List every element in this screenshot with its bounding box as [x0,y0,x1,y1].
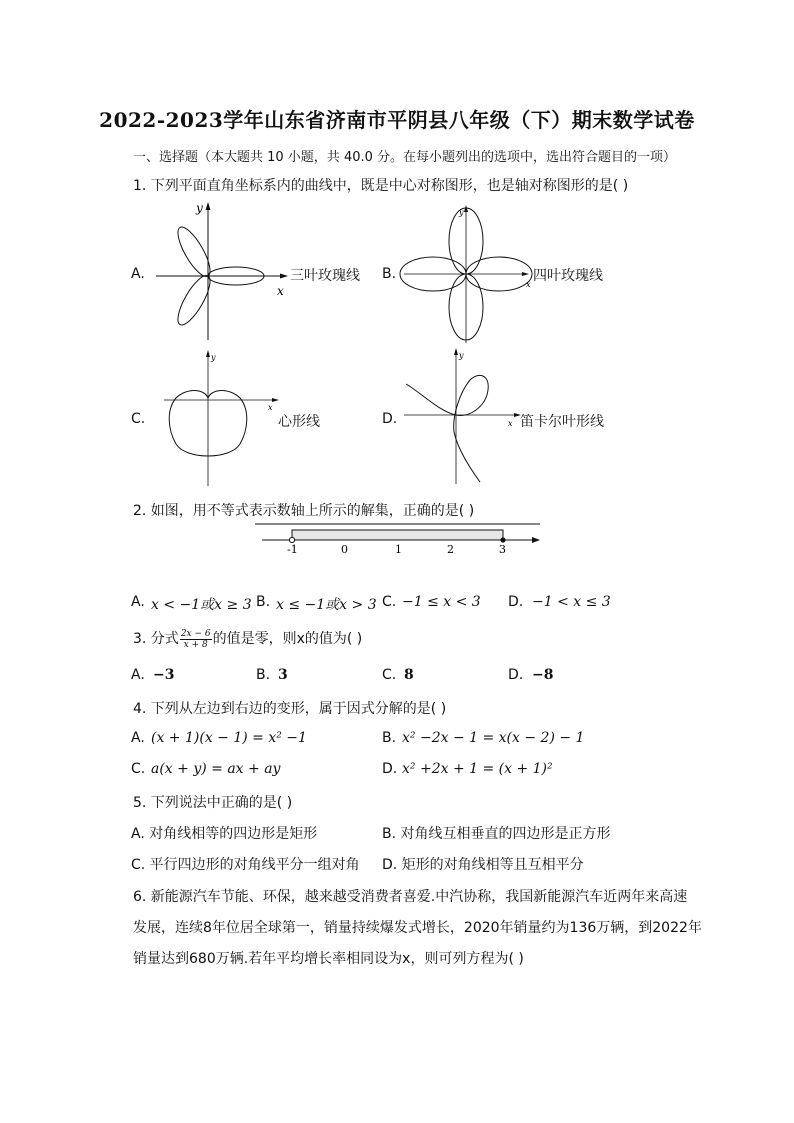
q2-option-d: −1 < x ≤ 3 [532,594,611,610]
tick-label: 2 [447,543,454,556]
q4-option-d: x² +2x + 1 = (x + 1)² [402,761,553,777]
q5-option-c: C. 平行四边形的对角线平分一组对角 [131,857,360,873]
q5-option-a: A. 对角线相等的四边形是矩形 [131,826,318,842]
q4-option-c: a(x + y) = ax + ay [151,761,281,777]
axis-label-y: y [196,201,203,215]
q3-option-b-letter: B. [256,667,271,683]
q3-option-a: −3 [153,667,175,683]
svg-text:x: x [268,403,273,412]
question-3-stem: 3. 分式 $\frac{2x - 6}{x + 8}$ 的值是零，则x的值为( ) [133,628,363,650]
q2-option-c: −1 ≤ x < 3 [402,594,481,610]
tick-label: 3 [499,543,506,556]
q3-option-d: −8 [532,667,554,683]
q3-option-a-letter: A. [131,667,145,683]
question-4-stem: 4. 下列从左边到右边的变形，属于因式分解的是( ) [133,701,447,717]
q3-option-c-letter: C. [382,667,397,683]
svg-text:x: x [526,280,531,289]
svg-text:y: y [459,351,464,360]
q2-option-d-letter: D. [508,594,524,610]
q1-option-c-letter: C. [131,411,146,427]
q4-option-c-letter: C. [131,761,146,777]
question-5-stem: 5. 下列说法中正确的是( ) [133,795,293,811]
tick-label: -1 [287,543,298,556]
question-6-line-1: 6. 新能源汽车节能、环保，越来越受消费者喜爱.中汽协称，我国新能源汽车近两年来高速 [133,889,688,905]
q1-figure-cardioid [160,348,285,488]
question-2-stem: 2. 如图，用不等式表示数轴上所示的解集，正确的是( ) [133,503,475,519]
svg-text:y: y [211,353,216,362]
svg-text:y: y [459,208,464,217]
q1-figure-folium [400,346,530,486]
q3-option-c: 8 [404,667,414,683]
q1-option-b-letter: B. [382,266,397,282]
q1-option-a-letter: A. [131,266,145,282]
q2-number-line [250,518,550,558]
q5-option-b: B. 对角线互相垂直的四边形是正方形 [382,826,611,842]
question-6-line-2: 发展，连续8年位居全球第一，销量持续爆发式增长，2020年销量约为136万辆，到2022年 [133,920,702,936]
q1-figure-four-leaf-rose [398,203,538,348]
q2-option-b-letter: B. [256,594,271,610]
q4-option-d-letter: D. [382,761,398,777]
q4-option-b-letter: B. [382,730,397,746]
q5-option-d: D. 矩形的对角线相等且互相平分 [382,857,584,873]
question-6-line-3: 销量达到680万辆.若年平均增长率相同设为x，则可列方程为( ) [133,951,524,967]
fraction: $\frac{2x - 6}{x + 8}$ [180,628,211,650]
q2-option-b: x ≤ −1或x > 3 [276,597,377,613]
section-heading: 一、选择题（本大题共 10 小题，共 40.0 分。在每小题列出的选项中，选出符合题目的一项） [133,150,677,165]
q3-option-b: 3 [278,667,288,683]
tick-label: 0 [341,543,348,556]
svg-text:x: x [508,419,513,428]
q1-caption-a: 三叶玫瑰线 [290,268,360,284]
question-1-stem: 1. 下列平面直角坐标系内的曲线中，既是中心对称图形，也是轴对称图形的是( ) [133,178,629,194]
q1-figure-three-leaf-rose [150,198,290,343]
q2-option-a-letter: A. [131,594,145,610]
number-line-ticks [287,543,506,556]
axis-label-x: x [277,284,284,298]
q1-caption-b: 四叶玫瑰线 [533,268,603,284]
q1-option-d-letter: D. [382,411,398,427]
q3-option-d-letter: D. [508,667,524,683]
q2-option-c-letter: C. [382,594,397,610]
q4-option-a-letter: A. [131,730,145,746]
page-title: 2022-2023学年山东省济南市平阴县八年级（下）期末数学试卷 [99,108,695,132]
q1-caption-c: 心形线 [278,414,320,430]
q1-caption-d: 笛卡尔叶形线 [520,414,604,430]
tick-label: 1 [395,543,402,556]
q4-option-a: (x + 1)(x − 1) = x² −1 [151,730,307,746]
q4-option-b: x² −2x − 1 = x(x − 2) − 1 [402,730,585,746]
q2-option-a: x < −1或x ≥ 3 [151,597,252,613]
